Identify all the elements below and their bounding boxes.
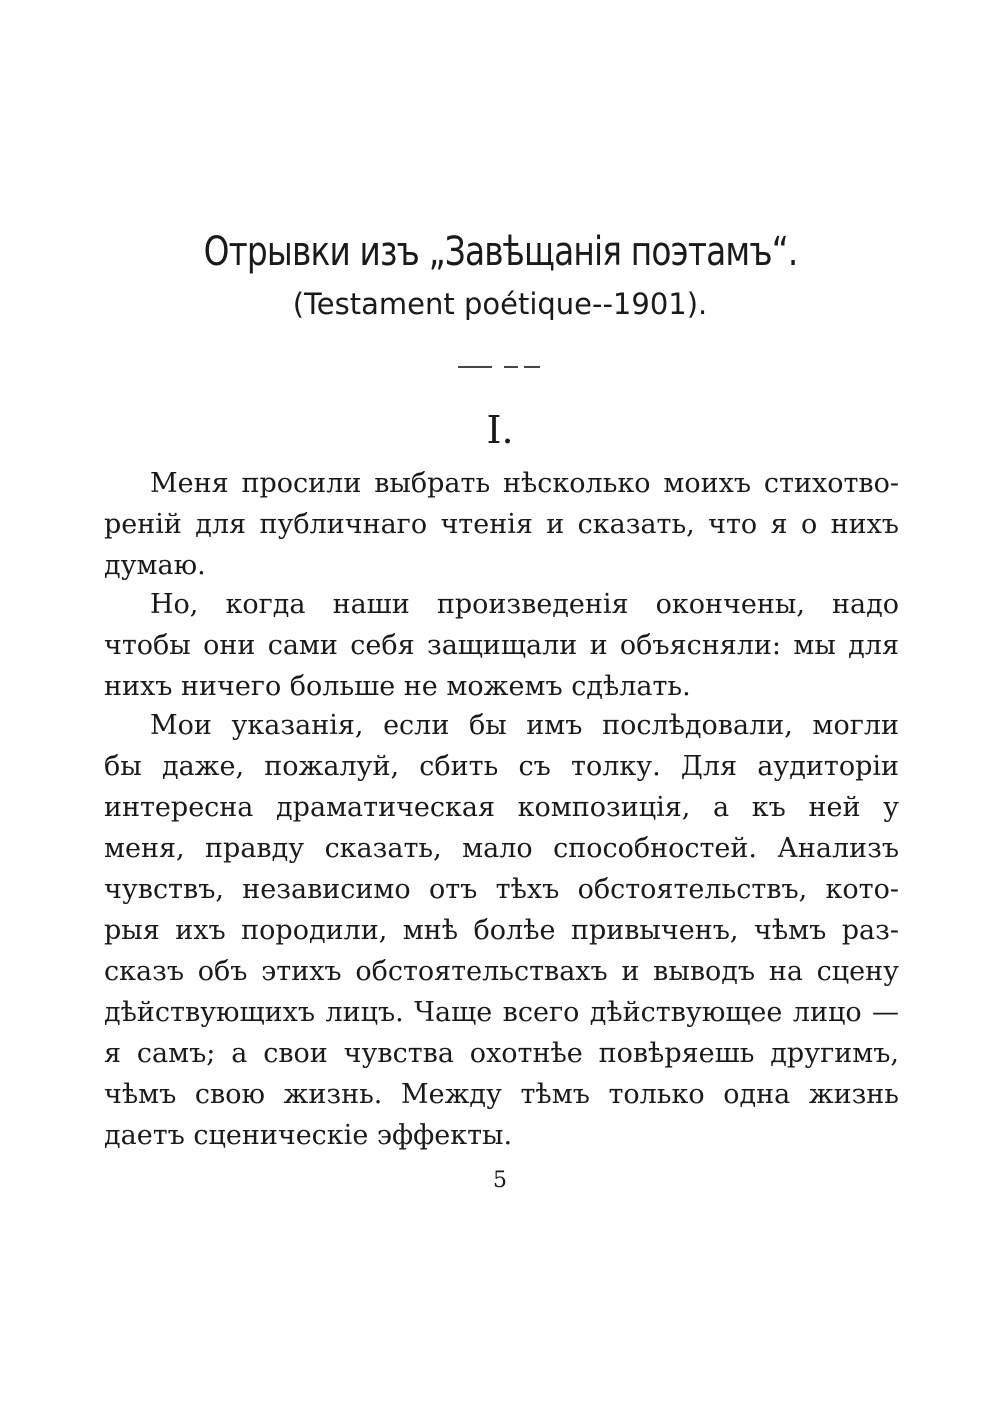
text-line: интересна драматическая композиція, а къ ней у bbox=[104, 792, 899, 823]
text-line: нихъ ничего больше не можемъ сдѣлать. bbox=[104, 671, 691, 702]
text-line: рыя ихъ породили, мнѣ болѣе привыченъ, чѣмъ раз- bbox=[104, 915, 899, 946]
text-line: Мои указанія, если бы имъ послѣдовали, могли bbox=[150, 710, 899, 741]
decorative-dash-rule bbox=[458, 366, 542, 368]
text-line: реній для публичнаго чтенія и сказать, что я о нихъ bbox=[104, 509, 899, 540]
page-title: Отрывки изъ „Завѣщанія поэтамъ“. bbox=[203, 229, 798, 275]
text-line: чѣмъ свою жизнь. Между тѣмъ только одна жизнь bbox=[104, 1079, 899, 1110]
text-line: меня, правду сказать, мало способностей. Анализъ bbox=[104, 833, 899, 864]
text-line: я самъ; а свои чувства охотнѣе повѣряешь другимъ, bbox=[104, 1038, 899, 1069]
text-line: дѣйствующихъ лицъ. Чаще всего дѣйствующее лицо — bbox=[104, 997, 899, 1028]
section-number: I. bbox=[486, 408, 514, 452]
page-number: 5 bbox=[493, 1168, 507, 1193]
text-line: сказъ объ этихъ обстоятельствахъ и выводъ на сцену bbox=[104, 956, 899, 987]
text-line: Но, когда наши произведенія окончены, надо bbox=[150, 589, 899, 620]
text-line: даетъ сценическіе эффекты. bbox=[104, 1120, 513, 1151]
text-line: бы даже, пожалуй, сбить съ толку. Для аудиторіи bbox=[104, 751, 899, 782]
text-line: чтобы они сами себя защищали и объясняли: мы для bbox=[104, 630, 899, 661]
text-line: чувствъ, независимо отъ тѣхъ обстоятельствъ, кото- bbox=[104, 874, 899, 905]
text-line: Меня просили выбрать нѣсколько моихъ стихотво- bbox=[150, 468, 899, 499]
text-line: думаю. bbox=[104, 550, 206, 581]
page-subtitle: (Testament poétique--1901). bbox=[292, 287, 708, 321]
